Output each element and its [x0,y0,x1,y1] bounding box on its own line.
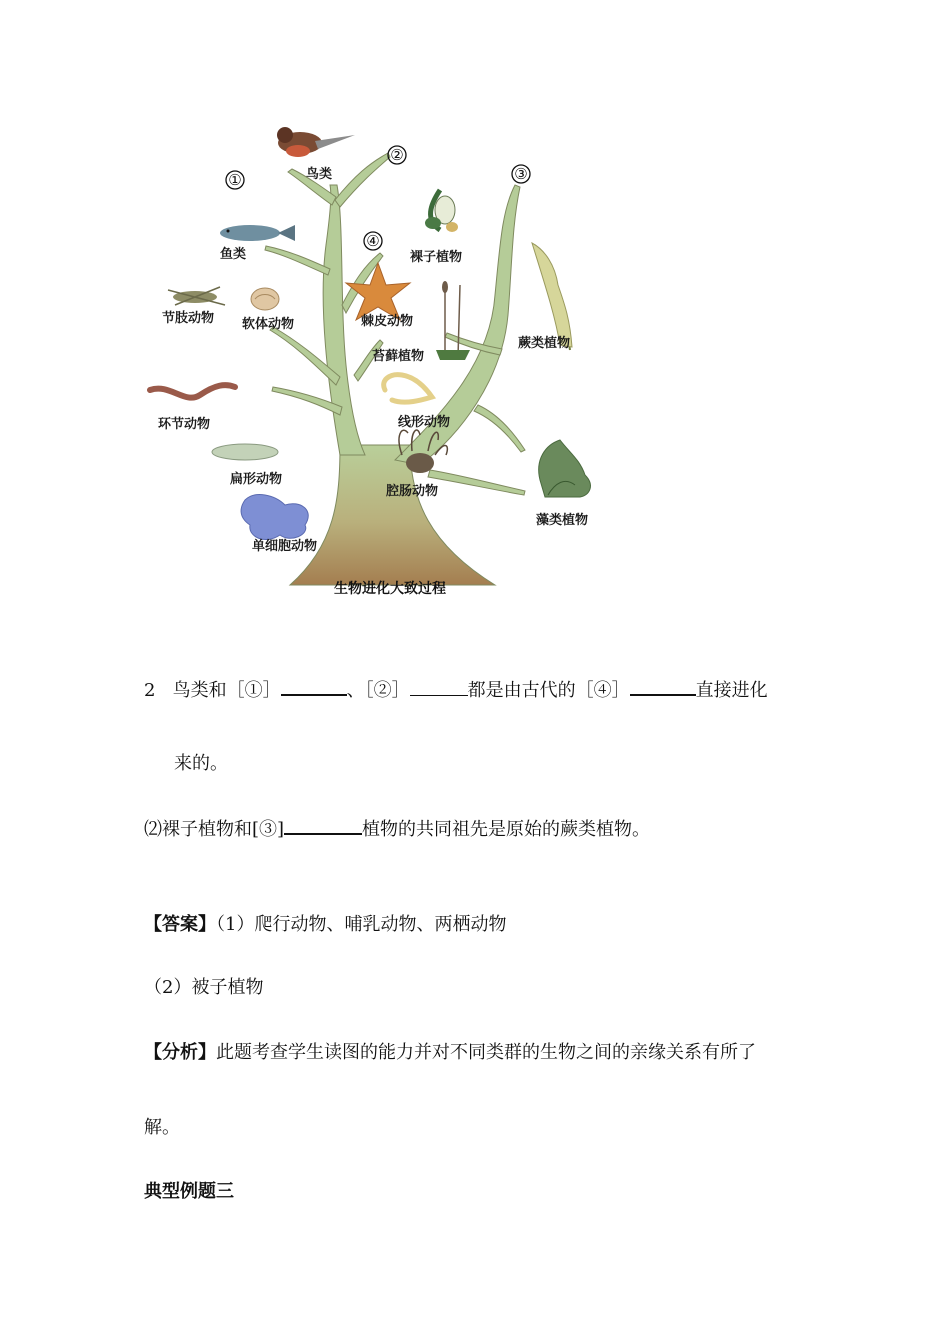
figure-caption: 生物进化大致过程 [334,581,446,597]
fern-icon [532,243,572,350]
label-flatworm: 扁形动物 [230,472,283,487]
question-2 [144,815,650,842]
label-annelid: 环节动物 [158,417,211,432]
gymnosperm-icon [425,190,458,232]
label-moss: 苔藓植物 [372,349,425,364]
question-1-text-sep: 、［②］ [346,680,410,701]
bird-icon [277,127,355,157]
label-fern: 蕨类植物 [518,336,571,351]
fish-icon [220,225,295,241]
question-1-text-a: 鸟类和［①］ [172,680,281,701]
protozoa-icon [241,495,308,540]
marker-2: ② [390,146,404,164]
marker-4: ④ [366,232,380,250]
analysis-text-1: 此题考查学生读图的能力并对不同类群的生物之间的亲缘关系有所了 [216,1042,756,1063]
question-1 [144,676,768,703]
question-1-text-c: 直接进化 [695,680,768,701]
label-protozoa: 单细胞动物 [252,539,318,554]
marker-1: ① [228,171,242,189]
label-alga: 藻类植物 [536,513,589,528]
nematode-icon [384,375,432,402]
label-bird: 鸟类 [306,167,333,182]
moss-icon [436,281,470,360]
question-1-continuation: 来的。 [174,753,228,774]
answer-line-1 [144,913,506,937]
answer-tag: 【答案】 [144,914,216,935]
answer-blank-4[interactable] [630,676,696,696]
alga-icon [539,440,591,497]
label-gymnosperm: 裸子植物 [410,250,463,265]
answer-blank-3[interactable] [284,815,362,835]
mollusk-icon [251,288,279,310]
question-2-text-a: ⑵裸子植物和[③] [144,819,285,840]
label-echinoderm: 棘皮动物 [361,314,414,329]
label-mollusk: 软体动物 [242,317,295,332]
label-coelenterate: 腔肠动物 [386,484,439,499]
analysis-line-1 [144,1041,756,1065]
answer-text-1: （1）爬行动物、哺乳动物、两栖动物 [216,914,507,935]
flatworm-icon [212,444,278,460]
analysis-tag: 【分析】 [144,1042,216,1063]
tree-trunk [290,445,495,585]
question-1-number: 2 [144,680,156,701]
label-fish: 鱼类 [220,247,247,262]
question-1-text-b: 都是由古代的［④］ [467,680,630,701]
marker-3: ③ [514,165,528,183]
evolution-tree-figure [140,115,640,605]
annelid-icon [150,385,235,398]
tree-branch-left [323,185,365,455]
answer-blank-1[interactable] [281,676,347,696]
question-2-text-b: 植物的共同祖先是原始的蕨类植物。 [362,819,651,840]
arthropod-icon [168,287,225,305]
label-arthropod: 节肢动物 [162,311,215,326]
answer-line-2: （2）被子植物 [144,977,264,998]
label-nematode: 线形动物 [398,415,451,430]
answer-blank-2[interactable] [410,677,468,696]
analysis-line-2: 解。 [144,1117,180,1138]
section-title: 典型例题三 [144,1181,234,1202]
